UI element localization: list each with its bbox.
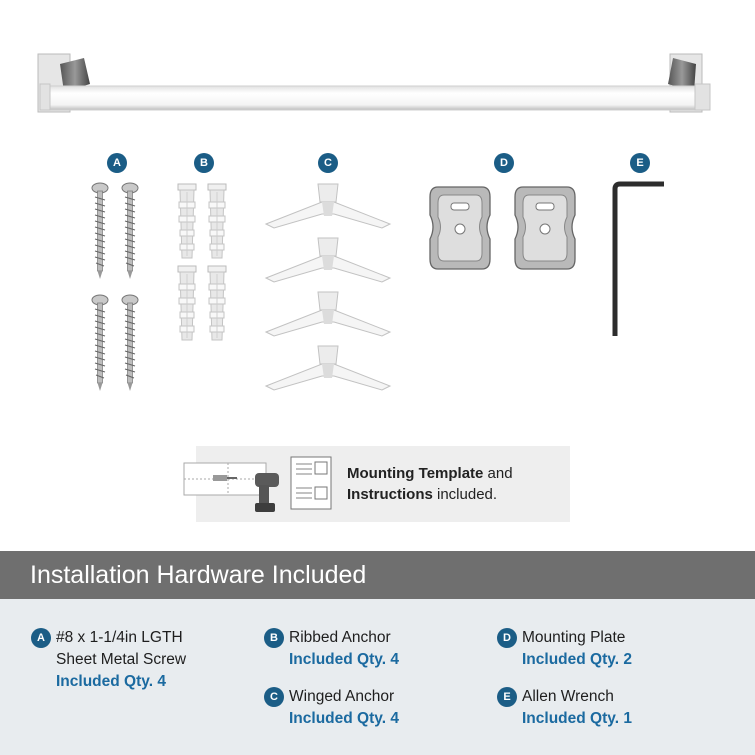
legend-name-b: Ribbed Anchor xyxy=(289,629,391,646)
legend-badge-d: D xyxy=(497,628,517,648)
part-d-badge: D xyxy=(494,153,514,173)
template-bold-1: Mounting Template xyxy=(347,465,484,482)
legend-badge-b: B xyxy=(264,628,284,648)
legend-name-a-line1: #8 x 1-1/4in LGTH xyxy=(56,629,183,646)
drill-template-icon xyxy=(183,455,283,517)
legend-name-e: Allen Wrench xyxy=(522,688,614,705)
section-banner xyxy=(0,551,755,599)
part-b-badge: B xyxy=(194,153,214,173)
legend-item-d xyxy=(503,627,632,671)
legend-badge-e: E xyxy=(497,687,517,707)
hardware-legend xyxy=(0,599,755,755)
banner-title: Installation Hardware Included xyxy=(30,561,367,589)
legend-qty-b: Included Qty. 4 xyxy=(289,651,399,668)
legend-item-e xyxy=(503,686,632,730)
legend-item-b xyxy=(270,627,399,671)
mounting-template-text xyxy=(347,463,513,505)
legend-badge-c: C xyxy=(264,687,284,707)
legend-item-a xyxy=(37,627,187,693)
legend-item-c xyxy=(270,686,399,730)
part-c-badge: C xyxy=(318,153,338,173)
instructions-icon xyxy=(290,456,332,510)
legend-qty-e: Included Qty. 1 xyxy=(522,710,632,727)
legend-name-a-line2: Sheet Metal Screw xyxy=(56,651,187,668)
part-e-badge: E xyxy=(630,153,650,173)
legend-qty-a: Included Qty. 4 xyxy=(56,673,166,690)
legend-qty-c: Included Qty. 4 xyxy=(289,710,399,727)
legend-name-d: Mounting Plate xyxy=(522,629,626,646)
template-text-2: included. xyxy=(432,486,498,503)
template-bold-2: Instructions xyxy=(347,486,433,503)
hardware-parts-image xyxy=(0,170,755,400)
legend-badge-a: A xyxy=(31,628,51,648)
legend-qty-d: Included Qty. 2 xyxy=(522,651,632,668)
towel-bar-image xyxy=(0,0,755,140)
part-a-badge: A xyxy=(107,153,127,173)
legend-name-c: Winged Anchor xyxy=(289,688,395,705)
template-text-1: and xyxy=(483,465,513,482)
